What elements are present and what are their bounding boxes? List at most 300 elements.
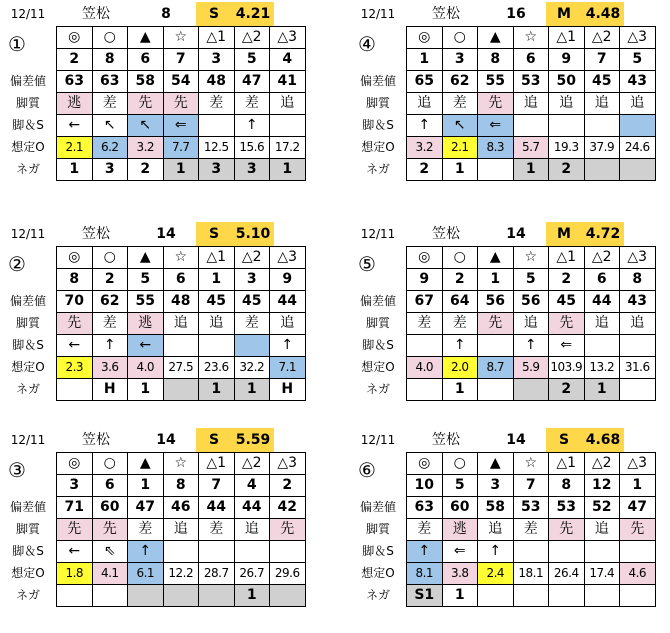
- table-cell: 3.2: [128, 137, 164, 159]
- table-cell: 7: [584, 49, 620, 71]
- race-index-value: 4.68: [582, 428, 624, 452]
- table-cell: 6: [128, 49, 164, 71]
- table-cell: 追: [407, 93, 443, 115]
- table-cell: 1.8: [57, 563, 93, 585]
- table-cell: 先: [478, 313, 514, 335]
- row-label: 想定O: [361, 360, 395, 374]
- row-label: ネガ: [15, 382, 40, 396]
- table-cell: 67: [407, 291, 443, 313]
- table-cell: ↑: [442, 335, 478, 357]
- table-cell: 3: [478, 475, 514, 497]
- table-cell: 23.6: [199, 357, 235, 379]
- table-cell: 7: [513, 475, 549, 497]
- row-style: [407, 313, 656, 335]
- row-label: 脚＆S: [362, 544, 394, 558]
- table-cell: [478, 585, 514, 607]
- table-cell: 18.1: [513, 563, 549, 585]
- table-cell: [92, 585, 128, 607]
- table-cell: 8.7: [478, 357, 514, 379]
- race-date: 12/11: [360, 7, 396, 21]
- table-cell: △1: [549, 27, 585, 49]
- table-cell: △3: [620, 247, 656, 269]
- row-arrow: [407, 335, 656, 357]
- race-number: 14: [506, 226, 526, 242]
- table-cell: 12.2: [163, 563, 199, 585]
- table-cell: [513, 541, 549, 563]
- table-cell: △2: [584, 27, 620, 49]
- table-cell: 差: [234, 93, 270, 115]
- row-label: 想定O: [11, 360, 45, 374]
- table-cell: S1: [407, 585, 443, 607]
- table-cell: [620, 379, 656, 401]
- table-cell: [584, 541, 620, 563]
- table-cell: 差: [407, 313, 443, 335]
- table-cell: ◎: [57, 27, 93, 49]
- table-cell: [270, 115, 306, 137]
- table-cell: 53: [513, 497, 549, 519]
- table-cell: 1: [199, 269, 235, 291]
- table-cell: 26.7: [234, 563, 270, 585]
- table-cell: △1: [199, 27, 235, 49]
- table-cell: 先: [620, 519, 656, 541]
- table-cell: 1: [163, 159, 199, 181]
- table-cell: 63: [92, 71, 128, 93]
- table-cell: 4.1: [92, 563, 128, 585]
- table-cell: 1: [234, 379, 270, 401]
- table-cell: [199, 335, 235, 357]
- table-cell: ↖: [128, 115, 164, 137]
- table-cell: △2: [234, 453, 270, 475]
- table-cell: 62: [92, 291, 128, 313]
- table-cell: 差: [92, 313, 128, 335]
- table-cell: ↑: [128, 541, 164, 563]
- table-cell: 追: [620, 93, 656, 115]
- row-sym: [407, 247, 656, 269]
- race-grade-badge: M: [546, 222, 582, 246]
- row-nega: [57, 379, 306, 401]
- table-cell: 15.6: [234, 137, 270, 159]
- table-cell: 6.1: [128, 563, 164, 585]
- table-cell: 60: [92, 497, 128, 519]
- race-number: 14: [156, 226, 176, 242]
- table-cell: [620, 335, 656, 357]
- table-cell: ▲: [478, 453, 514, 475]
- table-cell: 63: [407, 497, 443, 519]
- table-cell: 3: [57, 475, 93, 497]
- row-odds: [407, 137, 656, 159]
- table-cell: 3: [234, 159, 270, 181]
- table-cell: [199, 115, 235, 137]
- table-cell: △2: [234, 247, 270, 269]
- table-cell: 1: [128, 379, 164, 401]
- table-cell: ←: [57, 335, 93, 357]
- racecourse-name: 笠松: [432, 6, 460, 22]
- table-cell: 70: [57, 291, 93, 313]
- table-cell: 5.9: [513, 357, 549, 379]
- race-index-value: 4.72: [582, 222, 624, 246]
- table-cell: 48: [163, 291, 199, 313]
- table-cell: ◎: [407, 453, 443, 475]
- table-cell: 差: [407, 519, 443, 541]
- table-cell: ☆: [513, 453, 549, 475]
- row-arrow: [407, 115, 656, 137]
- table-cell: 19.3: [549, 137, 585, 159]
- table-cell: 46: [163, 497, 199, 519]
- table-cell: 12.5: [199, 137, 235, 159]
- table-cell: ☆: [513, 27, 549, 49]
- race-block: [350, 222, 670, 427]
- table-cell: 3: [442, 49, 478, 71]
- table-cell: 追: [163, 313, 199, 335]
- table-cell: [549, 585, 585, 607]
- table-cell: ◎: [407, 27, 443, 49]
- table-cell: 5: [234, 49, 270, 71]
- table-cell: 17.4: [584, 563, 620, 585]
- table-cell: 2.4: [478, 563, 514, 585]
- row-arrow: [407, 541, 656, 563]
- row-label: 想定O: [11, 140, 45, 154]
- table-cell: 103.9: [549, 357, 585, 379]
- race-grade-badge: M: [546, 2, 582, 26]
- table-cell: 1: [57, 159, 93, 181]
- table-cell: 5: [513, 269, 549, 291]
- table-cell: 差: [92, 93, 128, 115]
- table-cell: 逃: [128, 313, 164, 335]
- table-cell: △3: [270, 247, 306, 269]
- table-cell: [57, 585, 93, 607]
- table-cell: 6: [513, 49, 549, 71]
- table-cell: 追: [584, 313, 620, 335]
- table-cell: 58: [478, 497, 514, 519]
- race-grade-badge: S: [196, 2, 232, 26]
- table-cell: 32.2: [234, 357, 270, 379]
- table-cell: 2: [270, 475, 306, 497]
- row-label: 脚質: [15, 316, 40, 330]
- table-cell: 29.6: [270, 563, 306, 585]
- table-cell: 追: [270, 93, 306, 115]
- row-label: ネガ: [15, 162, 40, 176]
- table-cell: [163, 379, 199, 401]
- race-number: 16: [506, 6, 526, 22]
- table-cell: 42: [270, 497, 306, 519]
- racecourse-name: 笠松: [432, 432, 460, 448]
- row-label: 想定O: [11, 566, 45, 580]
- table-cell: [513, 115, 549, 137]
- racecourse-name: 笠松: [82, 6, 110, 22]
- table-cell: 1: [270, 159, 306, 181]
- row-sym: [407, 453, 656, 475]
- row-dev: [57, 497, 306, 519]
- row-label: 偏差値: [9, 294, 46, 308]
- row-sym: [407, 27, 656, 49]
- table-cell: 1: [234, 585, 270, 607]
- table-cell: 17.2: [270, 137, 306, 159]
- table-cell: 4.0: [407, 357, 443, 379]
- row-style: [57, 519, 306, 541]
- table-cell: 2: [549, 379, 585, 401]
- table-cell: 差: [234, 313, 270, 335]
- table-cell: 47: [234, 71, 270, 93]
- prediction-table: [406, 246, 656, 401]
- table-cell: 差: [199, 93, 235, 115]
- table-cell: △3: [270, 27, 306, 49]
- table-cell: 1: [620, 475, 656, 497]
- table-cell: [163, 585, 199, 607]
- table-cell: 逃: [57, 93, 93, 115]
- table-cell: 2.3: [57, 357, 93, 379]
- row-label: 脚質: [15, 522, 40, 536]
- table-cell: [199, 585, 235, 607]
- table-cell: 8: [478, 49, 514, 71]
- table-cell: 先: [128, 93, 164, 115]
- block-number: ②: [8, 252, 26, 276]
- table-cell: 52: [584, 497, 620, 519]
- table-cell: 8: [620, 269, 656, 291]
- row-odds: [57, 357, 306, 379]
- table-cell: 先: [549, 519, 585, 541]
- row-arrow: [57, 335, 306, 357]
- table-cell: 44: [584, 291, 620, 313]
- table-cell: H: [270, 379, 306, 401]
- row-odds: [407, 357, 656, 379]
- race-index-value: 4.21: [232, 2, 274, 26]
- table-cell: △1: [199, 453, 235, 475]
- table-cell: 7.7: [163, 137, 199, 159]
- table-cell: [584, 159, 620, 181]
- row-dev: [57, 71, 306, 93]
- table-cell: 4: [270, 49, 306, 71]
- table-cell: 9: [270, 269, 306, 291]
- table-cell: [478, 159, 514, 181]
- table-cell: 44: [199, 497, 235, 519]
- table-cell: ⇐: [442, 541, 478, 563]
- table-cell: [163, 541, 199, 563]
- table-cell: 先: [163, 93, 199, 115]
- table-cell: ⇖: [92, 541, 128, 563]
- row-label: 脚質: [365, 316, 390, 330]
- table-cell: 6.2: [92, 137, 128, 159]
- table-cell: 1: [442, 585, 478, 607]
- table-cell: 1: [199, 379, 235, 401]
- row-label: 偏差値: [359, 74, 396, 88]
- row-odds: [57, 563, 306, 585]
- table-cell: 3: [199, 49, 235, 71]
- table-cell: [549, 541, 585, 563]
- table-cell: 8.3: [478, 137, 514, 159]
- block-number: ⑤: [358, 252, 376, 276]
- table-cell: [407, 379, 443, 401]
- row-label: 脚＆S: [12, 118, 44, 132]
- table-cell: [478, 379, 514, 401]
- table-cell: 44: [270, 291, 306, 313]
- row-horse: [57, 269, 306, 291]
- row-nega: [407, 159, 656, 181]
- race-block: [350, 428, 670, 633]
- table-cell: [234, 541, 270, 563]
- table-cell: 13.2: [584, 357, 620, 379]
- table-cell: 54: [163, 71, 199, 93]
- table-cell: 45: [199, 291, 235, 313]
- table-cell: 64: [442, 291, 478, 313]
- table-cell: △3: [270, 453, 306, 475]
- table-cell: [584, 335, 620, 357]
- table-cell: ←: [57, 115, 93, 137]
- table-cell: 53: [549, 497, 585, 519]
- table-cell: 58: [128, 71, 164, 93]
- row-style: [407, 93, 656, 115]
- table-cell: 4: [234, 475, 270, 497]
- table-cell: △1: [199, 247, 235, 269]
- table-cell: 追: [270, 313, 306, 335]
- table-cell: 8: [92, 49, 128, 71]
- table-cell: ↑: [92, 335, 128, 357]
- race-date: 12/11: [10, 433, 46, 447]
- table-cell: 26.4: [549, 563, 585, 585]
- table-cell: 3: [234, 269, 270, 291]
- table-cell: 1: [128, 475, 164, 497]
- row-arrow: [57, 115, 306, 137]
- table-cell: ↖: [442, 115, 478, 137]
- table-cell: ◎: [57, 247, 93, 269]
- row-sym: [57, 27, 306, 49]
- race-index-value: 5.59: [232, 428, 274, 452]
- table-cell: ○: [442, 453, 478, 475]
- table-cell: ☆: [163, 27, 199, 49]
- race-grade-badge: S: [196, 222, 232, 246]
- table-cell: [478, 335, 514, 357]
- table-cell: ⇐: [549, 335, 585, 357]
- table-cell: 先: [270, 519, 306, 541]
- table-cell: 差: [442, 93, 478, 115]
- row-style: [407, 519, 656, 541]
- table-cell: 追: [163, 519, 199, 541]
- table-cell: 28.7: [199, 563, 235, 585]
- table-cell: [234, 335, 270, 357]
- table-cell: ↑: [234, 115, 270, 137]
- race-grade-badge: S: [546, 428, 582, 452]
- table-cell: 27.5: [163, 357, 199, 379]
- table-cell: 24.6: [620, 137, 656, 159]
- prediction-table: [56, 26, 306, 181]
- table-cell: 10: [407, 475, 443, 497]
- table-cell: ↑: [478, 541, 514, 563]
- table-cell: 5.7: [513, 137, 549, 159]
- table-cell: 追: [584, 93, 620, 115]
- table-cell: 1: [584, 379, 620, 401]
- table-cell: 31.6: [620, 357, 656, 379]
- race-number: 8: [161, 6, 171, 22]
- table-cell: ↑: [407, 541, 443, 563]
- row-horse: [407, 475, 656, 497]
- table-cell: 7.1: [270, 357, 306, 379]
- table-cell: 1: [442, 159, 478, 181]
- row-horse: [57, 475, 306, 497]
- table-cell: 5: [442, 475, 478, 497]
- race-header: [350, 428, 670, 452]
- table-cell: 4.0: [128, 357, 164, 379]
- table-cell: ←: [128, 335, 164, 357]
- table-cell: 55: [478, 71, 514, 93]
- table-cell: 追: [513, 93, 549, 115]
- prediction-table: [406, 452, 656, 607]
- table-cell: 3: [199, 159, 235, 181]
- table-cell: △2: [234, 27, 270, 49]
- table-cell: 5: [128, 269, 164, 291]
- row-nega: [407, 585, 656, 607]
- row-nega: [57, 585, 306, 607]
- table-cell: 2: [128, 159, 164, 181]
- race-block: [0, 222, 330, 427]
- table-cell: [513, 379, 549, 401]
- race-header: [0, 222, 330, 246]
- table-cell: [620, 159, 656, 181]
- racecourse-name: 笠松: [82, 226, 110, 242]
- row-label: ネガ: [15, 588, 40, 602]
- table-cell: [584, 115, 620, 137]
- table-cell: 先: [549, 313, 585, 335]
- row-label: 想定O: [361, 566, 395, 580]
- row-dev: [407, 71, 656, 93]
- table-cell: 50: [549, 71, 585, 93]
- table-cell: 追: [199, 313, 235, 335]
- table-cell: 45: [549, 291, 585, 313]
- table-cell: 2.1: [442, 137, 478, 159]
- table-cell: ○: [442, 247, 478, 269]
- table-cell: 44: [234, 497, 270, 519]
- table-cell: [620, 585, 656, 607]
- table-cell: △1: [549, 247, 585, 269]
- race-number: 14: [506, 432, 526, 448]
- race-block: [0, 2, 330, 207]
- table-cell: 8: [57, 269, 93, 291]
- table-cell: ▲: [128, 27, 164, 49]
- racecourse-name: 笠松: [82, 432, 110, 448]
- race-index-value: 5.10: [232, 222, 274, 246]
- table-cell: 先: [57, 519, 93, 541]
- table-cell: [549, 115, 585, 137]
- table-cell: 56: [513, 291, 549, 313]
- race-number: 14: [156, 432, 176, 448]
- table-cell: [128, 585, 164, 607]
- table-cell: [270, 541, 306, 563]
- table-cell: 7: [199, 475, 235, 497]
- table-cell: 2: [92, 269, 128, 291]
- table-cell: [407, 335, 443, 357]
- row-dev: [407, 291, 656, 313]
- prediction-table: [406, 26, 656, 181]
- table-cell: 8.1: [407, 563, 443, 585]
- table-cell: H: [92, 379, 128, 401]
- table-cell: 63: [57, 71, 93, 93]
- row-dev: [407, 497, 656, 519]
- table-cell: △2: [584, 247, 620, 269]
- table-cell: 62: [442, 71, 478, 93]
- table-cell: ←: [57, 541, 93, 563]
- table-cell: 8: [549, 475, 585, 497]
- table-cell: 45: [584, 71, 620, 93]
- race-header: [0, 2, 330, 26]
- row-label: ネガ: [365, 588, 390, 602]
- row-label: 偏差値: [359, 500, 396, 514]
- table-cell: 8: [163, 475, 199, 497]
- table-cell: 先: [92, 519, 128, 541]
- row-sym: [57, 247, 306, 269]
- table-cell: 追: [234, 519, 270, 541]
- table-cell: 2: [407, 159, 443, 181]
- table-cell: 6: [584, 269, 620, 291]
- row-horse: [407, 49, 656, 71]
- table-cell: [163, 335, 199, 357]
